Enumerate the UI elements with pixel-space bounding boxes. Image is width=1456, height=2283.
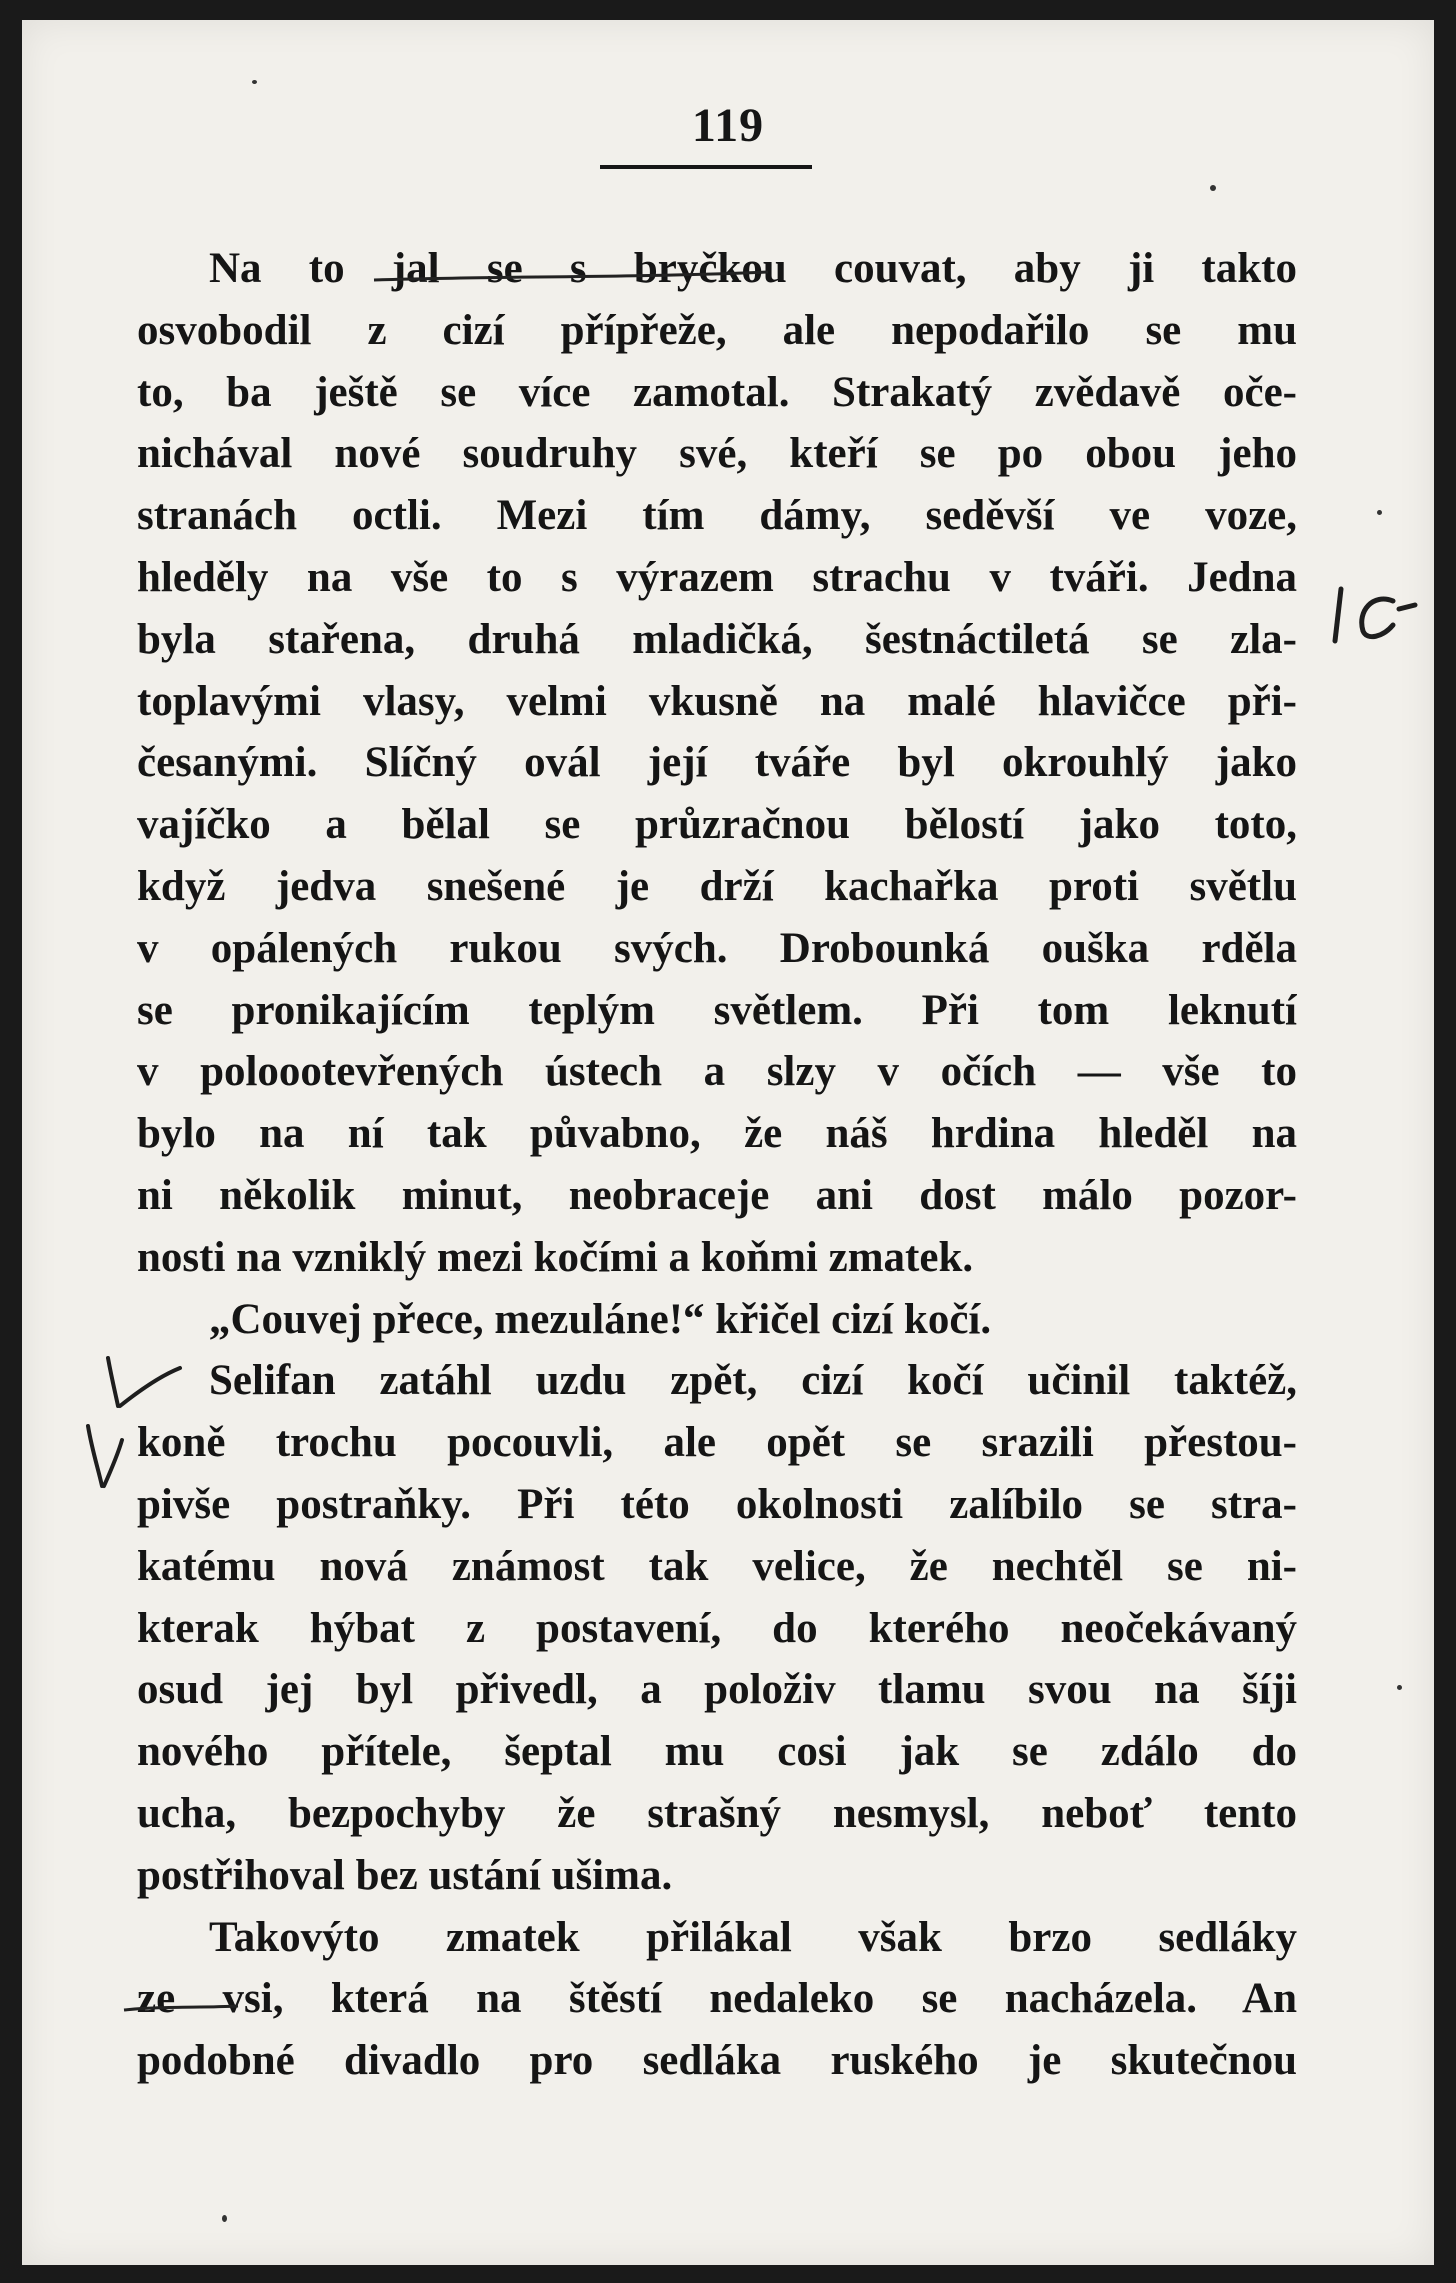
- book-page: [22, 20, 1434, 2265]
- handwritten-margin-note: [1327, 575, 1427, 655]
- text-line: v opálených rukou svých. Drobounká ouška rděla: [137, 924, 1297, 972]
- text-line: česanými. Slíčný ovál její tváře byl okrouhlý jako: [137, 739, 1297, 787]
- text-line: to, ba ještě se více zamotal. Strakatý zvědavě oče-: [137, 368, 1297, 416]
- handwritten-check-mark: [82, 1350, 192, 1500]
- paper-speck: [1377, 510, 1382, 515]
- underline-mark-ze: [122, 2000, 242, 2020]
- paper-speck: [222, 2215, 227, 2222]
- text-line: koně trochu pocouvli, ale opět se srazili přestou-: [137, 1419, 1297, 1467]
- text-line: podobné divadlo pro sedláka ruského je skutečnou: [137, 2037, 1297, 2085]
- text-line: kterak hýbat z postavení, do kterého neočekávaný: [137, 1604, 1297, 1652]
- body-text: [137, 238, 1297, 2092]
- text-line: v poloootevřených ústech a slzy v očích — vše to: [137, 1048, 1297, 1096]
- text-line: toplavými vlasy, velmi vkusně na malé hlavičce při-: [137, 677, 1297, 725]
- text-line: ni několik minut, neobraceje ani dost málo pozor-: [137, 1171, 1297, 1219]
- text-line: se pronikajícím teplým světlem. Při tom leknutí: [137, 986, 1297, 1034]
- text-line: byla stařena, druhá mladičká, šestnáctiletá se zla-: [137, 615, 1297, 663]
- paper-speck: [252, 80, 257, 84]
- text-line: „Couvej přece, mezuláne!“ křičel cizí kočí.: [209, 1295, 992, 1343]
- text-line: hleděly na vše to s výrazem strachu v tváři. Jedna: [137, 553, 1297, 601]
- underline-mark-pripreze: [372, 258, 772, 288]
- text-line: Na to jal se s bryčkou couvat, aby ji takto: [209, 245, 1297, 292]
- text-line: když jedva snešené je drží kachařka proti světlu: [137, 862, 1297, 910]
- page-number: 119: [691, 99, 765, 152]
- text-line: postřihoval bez ustání ušima.: [137, 1851, 673, 1899]
- text-line: stranách octli. Mezi tím dámy, seděvší ve voze,: [137, 492, 1297, 540]
- text-line: nichával nové soudruhy své, kteří se po obou jeho: [137, 430, 1297, 478]
- text-line: Selifan zatáhl uzdu zpět, cizí kočí učinil taktéž,: [209, 1357, 1297, 1405]
- paper-speck: [1397, 1685, 1402, 1690]
- text-line: bylo na ní tak půvabno, že náš hrdina hleděl na: [137, 1110, 1297, 1158]
- text-line: ucha, bezpochyby že strašný nesmysl, neboť tento: [137, 1789, 1297, 1837]
- text-line: nosti na vzniklý mezi kočími a koňmi zmatek.: [137, 1233, 974, 1281]
- text-line: katému nová známost tak velice, že nechtěl se ni-: [137, 1542, 1297, 1590]
- text-line: osud jej byl přivedl, a položiv tlamu svou na šíji: [137, 1666, 1297, 1714]
- text-line: nového přítele, šeptal mu cosi jak se zdálo do: [137, 1728, 1297, 1776]
- page-number-rule: [600, 165, 812, 169]
- text-line: Takovýto zmatek přilákal však brzo sedláky: [209, 1913, 1297, 1961]
- text-line: osvobodil z cizí přípřeže, ale nepodařilo se mu: [137, 306, 1297, 354]
- paper-speck: [1210, 185, 1216, 191]
- text-line: ze vsi, která na štěstí nedaleko se nacházela. An: [137, 1975, 1297, 2023]
- text-line: vajíčko a bělal se průzračnou bělostí jako toto,: [137, 801, 1297, 849]
- text-line: pivše postraňky. Při této okolnosti zalíbilo se stra-: [137, 1480, 1297, 1528]
